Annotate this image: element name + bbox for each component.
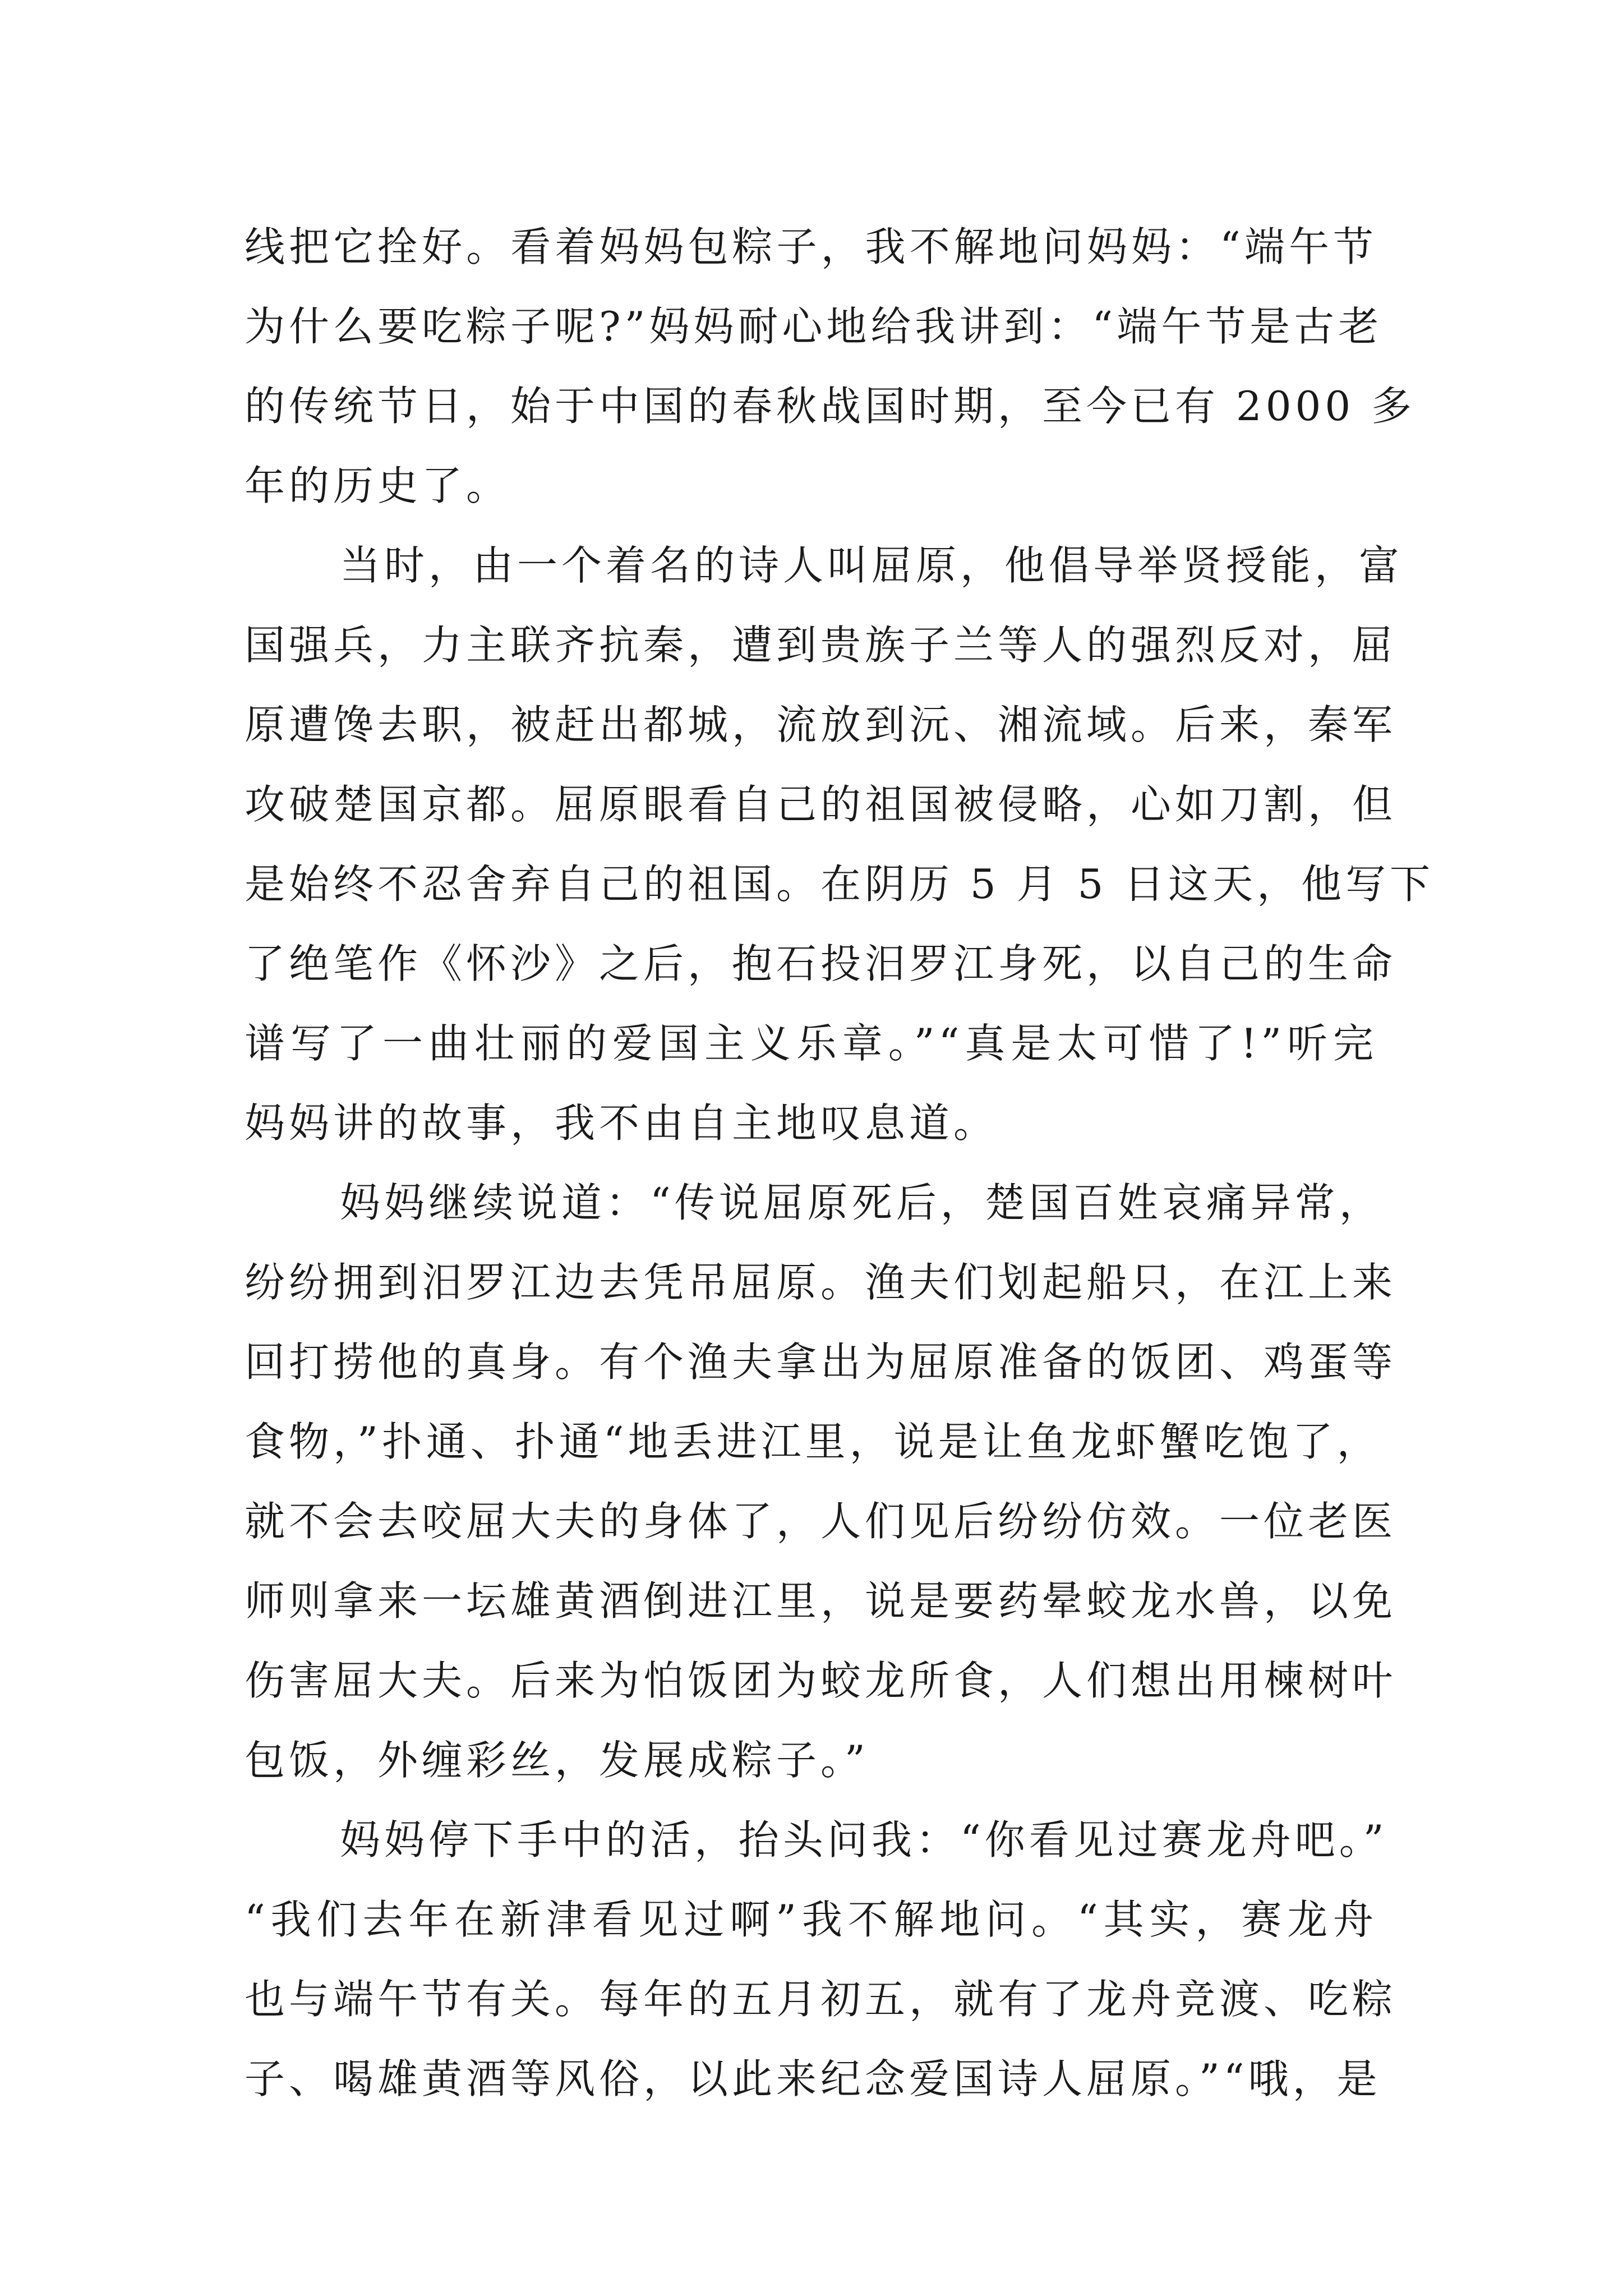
text-line: 的传统节日，始于中国的春秋战国时期，至今已有 2000 多 bbox=[245, 383, 1416, 430]
text-line: 了绝笔作《怀沙》之后，抱石投汨罗江身死，以自己的生命 bbox=[245, 940, 1397, 987]
text-line: 纷纷拥到汨罗江边去凭吊屈原。渔夫们划起船只，在江上来 bbox=[245, 1259, 1397, 1306]
text-line: 子、喝雄黄酒等风俗，以此来纪念爱国诗人屈原。”“哦，是 bbox=[245, 2055, 1381, 2102]
text-line: 攻破楚国京都。屈原眼看自己的祖国被侵略，心如刀割，但 bbox=[245, 781, 1397, 828]
text-line: 师则拿来一坛雄黄酒倒进江里，说是要药晕蛟龙水兽，以免 bbox=[245, 1577, 1397, 1625]
text-line: 也与端午节有关。每年的五月初五，就有了龙舟竞渡、吃粽 bbox=[245, 1976, 1397, 2023]
text-line: 回打捞他的真身。有个渔夫拿出为屈原准备的饭团、鸡蛋等 bbox=[245, 1338, 1397, 1386]
text-line: 是始终不忍舍弃自己的祖国。在阴历 5 月 5 日这天，他写下 bbox=[245, 861, 1435, 908]
paragraph-start-line: 当时，由一个着名的诗人叫屈原，他倡导举贤授能，富 bbox=[340, 542, 1404, 589]
paragraph-start-line: 妈妈继续说道：“传说屈原死后，楚国百姓哀痛异常， bbox=[340, 1179, 1384, 1226]
text-line: 年的历史了。 bbox=[245, 462, 511, 509]
text-line: 线把它拴好。看着妈妈包粽子，我不解地问妈妈：“端午节 bbox=[245, 223, 1377, 270]
text-line: 谱写了一曲壮丽的爱国主义乐章。”“真是太可惜了!”听完 bbox=[245, 1020, 1377, 1067]
text-line: 为什么要吃粽子呢?”妈妈耐心地给我讲到：“端午节是古老 bbox=[245, 303, 1383, 350]
text-line: “我们去年在新津看见过啊”我不解地问。“其实，赛龙舟 bbox=[245, 1896, 1377, 1943]
text-line: 原遭馋去职，被赶出都城，流放到沅、湘流域。后来，秦军 bbox=[245, 701, 1397, 748]
text-line: 包饭，外缠彩丝，发展成粽子。” bbox=[245, 1737, 869, 1784]
text-line: 食物，”扑通、扑通“地丢进江里，说是让鱼龙虾蟹吃饱了， bbox=[245, 1418, 1381, 1465]
text-line: 妈妈讲的故事，我不由自主地叹息道。 bbox=[245, 1099, 998, 1147]
text-line: 伤害屈大夫。后来为怕饭团为蛟龙所食，人们想出用楝树叶 bbox=[245, 1657, 1397, 1704]
paragraph-start-line: 妈妈停下手中的活，抬头问我：“你看见过赛龙舟吧。” bbox=[340, 1816, 1388, 1864]
text-line: 就不会去咬屈大夫的身体了，人们见后纷纷仿效。一位老医 bbox=[245, 1498, 1397, 1545]
text-line: 国强兵，力主联齐抗秦，遭到贵族子兰等人的强烈反对，屈 bbox=[245, 622, 1397, 669]
